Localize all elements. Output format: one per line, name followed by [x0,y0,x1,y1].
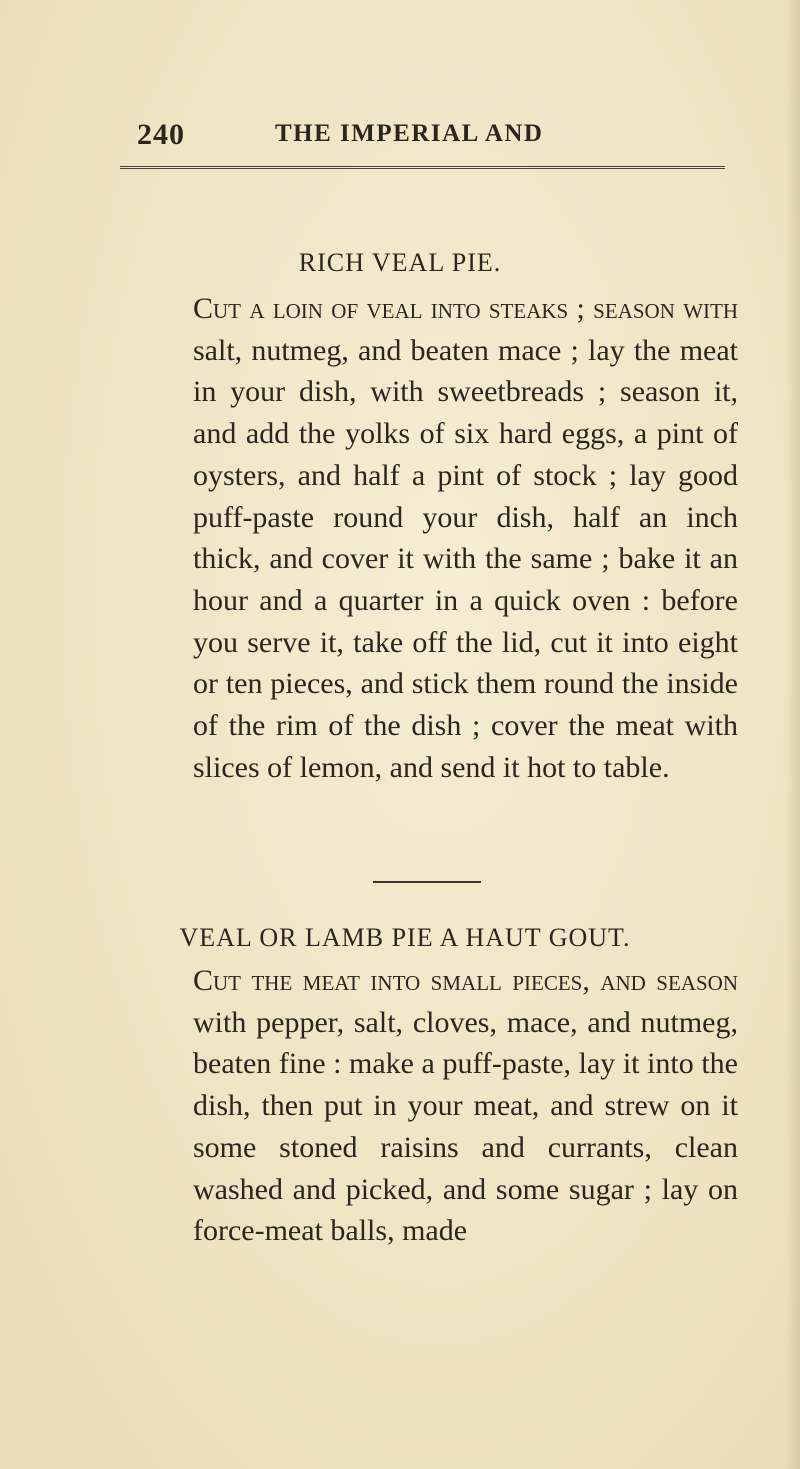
page-header [137,118,597,158]
recipe-text: Cut a loin of veal into steaks ; season with salt, nutmeg, and beaten mace ; lay the meat in your dish, with sweetbreads ; season it, and add the yolks of six hard eggs, a pint of oysters, and half a pint of stock ; lay good puff-paste round your dish, half an inch thick, and cover it with the same ; bake it an hour and a quarter in a quick oven : before you serve it, take off the lid, cut it into eight or ten pieces, and stick them round the inside of the rim of the dish ; cover the meat with slices of lemon, and send it hot to table. [193,292,738,784]
page-number: 240 [137,118,185,151]
recipe-text: Cut the meat into small pieces, and season with pepper, salt, cloves, mace, and nutmeg, beaten fine : make a puff-paste, lay it into the dish, then put in your meat, and strew on it some stoned raisins and currants, clean washed and picked, and some sugar ; lay on force-meat balls, made [193,964,738,1248]
running-head: THE IMPERIAL AND [275,120,544,147]
recipe-title: VEAL OR LAMB PIE A HAUT GOUT. [179,923,631,952]
section-divider [373,881,481,883]
page-edge-shadow [786,0,800,1469]
header-rule [120,166,725,169]
recipe-title: RICH VEAL PIE. [298,248,502,277]
